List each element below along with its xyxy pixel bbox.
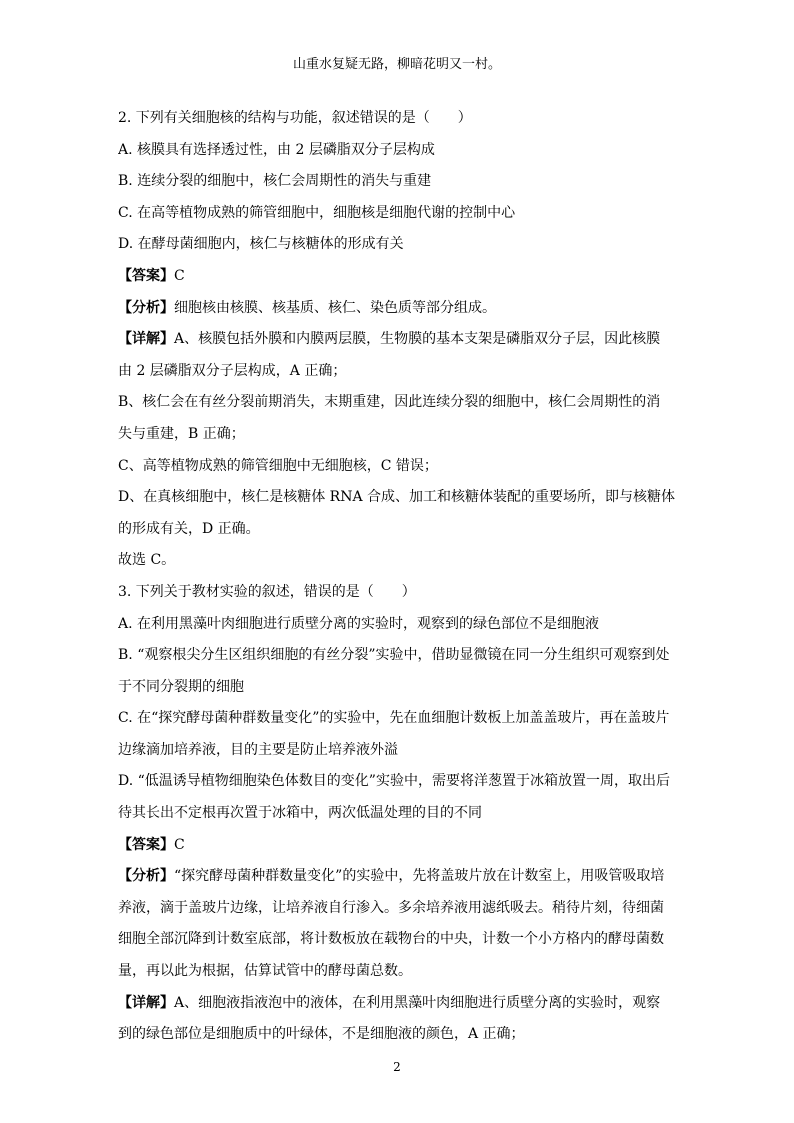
text-line	[118, 893, 678, 925]
section-label: 【答案】	[118, 267, 174, 284]
text-line	[118, 545, 678, 577]
text-line	[118, 198, 678, 230]
text-line	[118, 135, 678, 167]
text-line	[118, 609, 678, 641]
text-line	[118, 514, 678, 546]
text-line	[118, 735, 678, 767]
text-line	[118, 482, 678, 514]
text-line	[118, 988, 678, 1020]
text-line	[118, 324, 678, 356]
line-text: A、核膜包括外膜和内膜两层膜，生物膜的基本支架是磷脂双分子层，因此核膜	[174, 331, 661, 348]
text-line	[118, 577, 678, 609]
page-number: 2	[393, 1060, 401, 1074]
text-line	[118, 103, 678, 135]
line-text: D、在真核细胞中，核仁是核糖体 RNA 合成、加工和核糖体装配的重要场所，即与核糖体	[118, 489, 676, 506]
line-text: C. 在“探究酵母菌种群数量变化”的实验中，先在血细胞计数板上加盖盖玻片，再在盖玻片	[118, 710, 670, 727]
line-text: C	[174, 836, 185, 853]
text-line	[118, 1019, 678, 1051]
text-line	[118, 861, 678, 893]
line-text: D. “低温诱导植物细胞染色体数目的变化”实验中，需要将洋葱置于冰箱放置一周，取出后	[118, 773, 670, 790]
text-line	[118, 924, 678, 956]
line-text: 细胞全部沉降到计数室底部，将计数板放在载物台的中央，计数一个小方格内的酵母菌数	[118, 931, 664, 948]
text-line	[118, 766, 678, 798]
line-text: 3. 下列关于教材实验的叙述，错误的是（ ）	[118, 583, 416, 600]
document-body	[118, 103, 678, 1051]
page-header: 山重水复疑无路，柳暗花明又一村。	[292, 57, 501, 72]
section-label: 【分析】	[118, 299, 174, 316]
text-line	[118, 293, 678, 325]
text-line	[118, 672, 678, 704]
line-text: D. 在酵母菌细胞内，核仁与核糖体的形成有关	[118, 236, 404, 253]
line-text: 到的绿色部位是细胞质中的叶绿体，不是细胞液的颜色，A 正确；	[118, 1026, 525, 1043]
line-text: C. 在高等植物成熟的筛管细胞中，细胞核是细胞代谢的控制中心	[118, 204, 516, 221]
line-text: 2. 下列有关细胞核的结构与功能，叙述错误的是（ ）	[118, 110, 472, 126]
line-text: 故选 C。	[118, 552, 176, 569]
line-text: C	[174, 267, 185, 284]
line-text: 于不同分裂期的细胞	[118, 678, 244, 695]
text-line	[118, 703, 678, 735]
text-line	[118, 451, 678, 483]
line-text: A. 在利用黑藻叶肉细胞进行质壁分离的实验时，观察到的绿色部位不是细胞液	[118, 615, 600, 632]
line-text: 失与重建，B 正确；	[118, 425, 245, 442]
text-line	[118, 956, 678, 988]
line-text: 由 2 层磷脂双分子层构成，A 正确；	[118, 362, 347, 379]
line-text: 细胞核由核膜、核基质、核仁、染色质等部分组成。	[174, 299, 496, 316]
text-line	[118, 798, 678, 830]
text-line	[118, 229, 678, 261]
section-label: 【答案】	[118, 836, 174, 853]
text-line	[118, 640, 678, 672]
text-line	[118, 419, 678, 451]
line-text: A. 核膜具有选择透过性，由 2 层磷脂双分子层构成	[118, 141, 435, 158]
line-text: B、核仁会在有丝分裂前期消失，末期重建，因此连续分裂的细胞中，核仁会周期性的消	[118, 394, 661, 411]
text-line	[118, 830, 678, 862]
line-text: 边缘滴加培养液，目的主要是防止培养液外溢	[118, 741, 398, 758]
line-text: 的形成有关，D 正确。	[118, 520, 260, 537]
line-text: A、细胞液指液泡中的液体，在利用黑藻叶肉细胞进行质壁分离的实验时，观察	[174, 994, 661, 1011]
line-text: 量，再以此为根据，估算试管中的酵母菌总数。	[118, 963, 412, 980]
text-line	[118, 261, 678, 293]
line-text: 待其长出不定根再次置于冰箱中，两次低温处理的目的不同	[118, 805, 482, 822]
line-text: 养液，滴于盖玻片边缘，让培养液自行渗入。多余培养液用滤纸吸去。稍待片刻，待细菌	[118, 899, 664, 916]
line-text: C、高等植物成熟的筛管细胞中无细胞核，C 错误；	[118, 457, 438, 474]
text-line	[118, 166, 678, 198]
text-line	[118, 387, 678, 419]
section-label: 【详解】	[118, 331, 174, 348]
line-text: B. 连续分裂的细胞中，核仁会周期性的消失与重建	[118, 173, 432, 190]
line-text: B. “观察根尖分生区组织细胞的有丝分裂”实验中，借助显微镜在同一分生组织可观察到处	[118, 647, 670, 664]
text-line	[118, 356, 678, 388]
section-label: 【分析】	[118, 868, 174, 885]
section-label: 【详解】	[118, 994, 174, 1011]
line-text: “探究酵母菌种群数量变化”的实验中，先将盖玻片放在计数室上，用吸管吸取培	[174, 868, 665, 885]
